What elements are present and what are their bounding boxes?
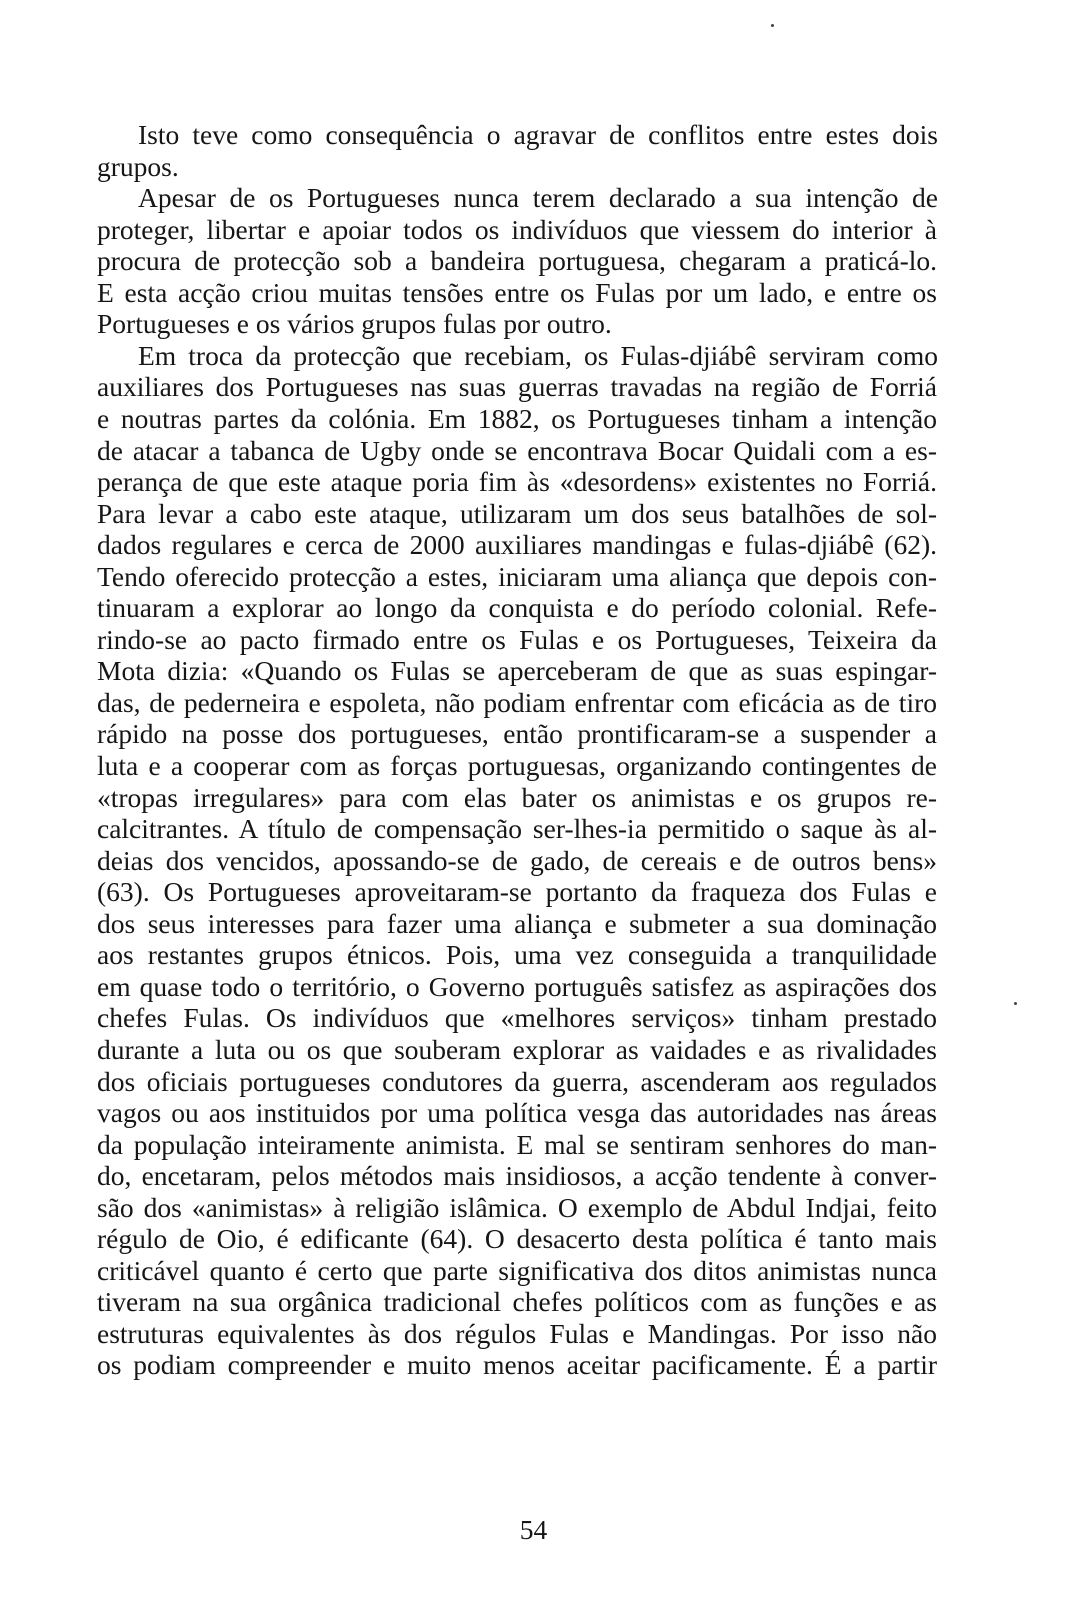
text-line: e noutras partes da colónia. Em 1882, os Portugueses tinham a intenção (97, 402, 937, 434)
text-line: grupos. (97, 150, 179, 182)
text-line: E esta acção criou muitas tensões entre os Fulas por um lado, e entre os (97, 276, 937, 308)
text-line: tinuaram a explorar ao longo da conquista e do período colonial. Refe- (97, 592, 937, 624)
scan-speck (771, 24, 774, 27)
text-line: Portugueses e os vários grupos fulas por outro. (97, 308, 612, 340)
text-line: Mota dizia: «Quando os Fulas se aperceberam de que as suas espingar- (97, 655, 937, 687)
text-line: Apesar de os Portugueses nunca terem declarado a sua intenção de (138, 182, 938, 214)
text-line: Tendo oferecido protecção a estes, iniciaram uma aliança que depois con- (97, 560, 937, 592)
text-line: estruturas equivalentes às dos régulos Fulas e Mandingas. Por isso não (97, 1317, 937, 1349)
text-line: proteger, libertar e apoiar todos os indivíduos que viessem do interior à (97, 213, 937, 245)
text-line: em quase todo o território, o Governo português satisfez as aspirações dos (97, 970, 937, 1002)
text-line: «tropas irregulares» para com elas bater os animistas e os grupos re- (97, 781, 937, 813)
text-line: calcitrantes. A título de compensação ser-lhes-ia permitido o saque às al- (97, 813, 937, 845)
text-line: deias dos vencidos, apossando-se de gado, de cereais e de outros bens» (97, 844, 937, 876)
page-number: 54 (519, 1514, 548, 1545)
text-line: Isto teve como consequência o agravar de conflitos entre estes dois (138, 119, 938, 150)
text-line: aos restantes grupos étnicos. Pois, uma vez conseguida a tranquilidade (97, 939, 937, 971)
text-line: dos oficiais portugueses condutores da guerra, ascenderam aos regulados (97, 1065, 937, 1097)
text-line: chefes Fulas. Os indivíduos que «melhores serviços» tinham prestado (97, 1002, 937, 1034)
text-line: dos seus interesses para fazer uma aliança e submeter a sua dominação (97, 907, 937, 939)
text-line: rápido na posse dos portugueses, então prontificaram-se a suspender a (97, 718, 937, 750)
text-line: de atacar a tabanca de Ugby onde se encontrava Bocar Quidali com a es- (97, 434, 937, 466)
text-line: tiveram na sua orgânica tradicional chefes políticos com as funções e as (97, 1286, 937, 1318)
text-line: procura de protecção sob a bandeira portuguesa, chegaram a praticá-lo. (97, 245, 937, 277)
text-line: do, encetaram, pelos métodos mais insidiosos, a acção tendente à conver- (97, 1160, 937, 1192)
text-line: Em troca da protecção que recebiam, os Fulas-djiábê serviram como (138, 339, 938, 371)
text-line: auxiliares dos Portugueses nas suas guerras travadas na região de Forriá (97, 371, 937, 403)
text-line: são dos «animistas» à religião islâmica. O exemplo de Abdul Indjai, feito (97, 1191, 937, 1223)
text-line: rindo-se ao pacto firmado entre os Fulas e os Portugueses, Teixeira da (97, 623, 937, 655)
text-line: régulo de Oio, é edificante (64). O desacerto desta política é tanto mais (97, 1223, 937, 1255)
text-line: durante a luta ou os que souberam explorar as vaidades e as rivalidades (97, 1033, 937, 1065)
text-line: vagos ou aos instituidos por uma política vesga das autoridades nas áreas (97, 1097, 937, 1129)
text-line: perança de que este ataque poria fim às «desordens» existentes no Forriá. (97, 466, 937, 498)
text-line: luta e a cooperar com as forças portuguesas, organizando contingentes de (97, 750, 937, 781)
text-line: Para levar a cabo este ataque, utilizaram um dos seus batalhões de sol- (97, 497, 937, 529)
text-line: dados regulares e cerca de 2000 auxiliares mandingas e fulas-djiábê (62). (97, 529, 937, 561)
text-line: criticável quanto é certo que parte significativa dos ditos animistas nunca (97, 1254, 937, 1286)
text-line: os podiam compreender e muito menos aceitar pacificamente. É a partir (97, 1349, 937, 1381)
text-line: das, de pederneira e espoleta, não podiam enfrentar com eficácia as de tiro (97, 686, 937, 718)
text-line: (63). Os Portugueses aproveitaram-se portanto da fraqueza dos Fulas e (97, 876, 937, 908)
text-line: da população inteiramente animista. E mal se sentiram senhores do man- (97, 1128, 937, 1160)
scan-speck (1014, 1002, 1017, 1005)
